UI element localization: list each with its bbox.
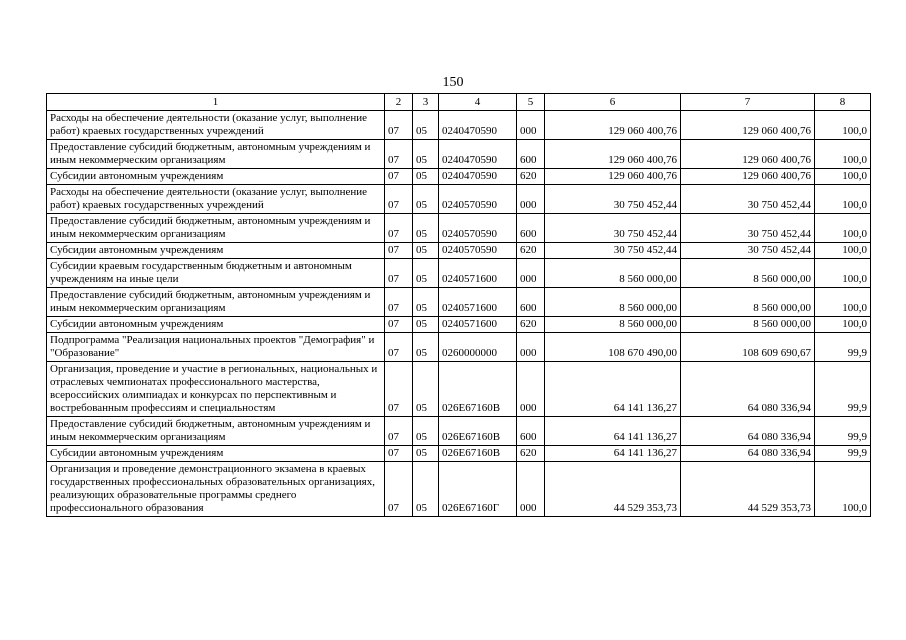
table-row: [47, 317, 871, 333]
table-row: [47, 288, 871, 317]
planned-amount: 8 560 000,00: [545, 317, 681, 333]
expense-type-code: 000: [517, 259, 545, 288]
subsection-code: 05: [413, 462, 439, 517]
planned-amount: 8 560 000,00: [545, 288, 681, 317]
target-article-code: 0240571600: [439, 317, 517, 333]
section-code: 07: [385, 288, 413, 317]
section-code: 07: [385, 417, 413, 446]
expense-type-code: 000: [517, 362, 545, 417]
row-description: Субсидии краевым государственным бюджетным и автономным учреждениям на иные цели: [47, 259, 385, 288]
subsection-code: 05: [413, 333, 439, 362]
row-description: Субсидии автономным учреждениям: [47, 317, 385, 333]
section-code: 07: [385, 446, 413, 462]
expense-type-code: 620: [517, 169, 545, 185]
expense-type-code: 620: [517, 446, 545, 462]
table-row: [47, 140, 871, 169]
row-description: Предоставление субсидий бюджетным, автономным учреждениям и иным некоммерческим организациям: [47, 140, 385, 169]
actual-amount: 30 750 452,44: [681, 185, 815, 214]
expense-type-code: 000: [517, 333, 545, 362]
target-article-code: 0240571600: [439, 288, 517, 317]
subsection-code: 05: [413, 214, 439, 243]
row-description: Расходы на обеспечение деятельности (оказание услуг, выполнение работ) краевых государственных учреждений: [47, 111, 385, 140]
column-header: 1: [47, 94, 385, 111]
table-row: [47, 111, 871, 140]
column-header: 2: [385, 94, 413, 111]
execution-percent: 99,9: [815, 446, 871, 462]
execution-percent: 99,9: [815, 362, 871, 417]
planned-amount: 129 060 400,76: [545, 140, 681, 169]
actual-amount: 30 750 452,44: [681, 214, 815, 243]
row-description: Предоставление субсидий бюджетным, автономным учреждениям и иным некоммерческим организациям: [47, 214, 385, 243]
subsection-code: 05: [413, 362, 439, 417]
row-description: Организация, проведение и участие в региональных, национальных и отраслевых чемпионатах профессионального мастерства, всероссийских олимпиадах и конкурсах по перспективным и востребованным профессиям и специальностям: [47, 362, 385, 417]
expense-type-code: 620: [517, 243, 545, 259]
execution-percent: 100,0: [815, 140, 871, 169]
execution-percent: 100,0: [815, 214, 871, 243]
execution-percent: 100,0: [815, 259, 871, 288]
target-article-code: 026E67160B: [439, 446, 517, 462]
expense-type-code: 000: [517, 111, 545, 140]
section-code: 07: [385, 214, 413, 243]
section-code: 07: [385, 185, 413, 214]
actual-amount: 64 080 336,94: [681, 446, 815, 462]
row-description: Подпрограмма "Реализация национальных проектов "Демография" и "Образование": [47, 333, 385, 362]
section-code: 07: [385, 169, 413, 185]
actual-amount: 129 060 400,76: [681, 140, 815, 169]
execution-percent: 99,9: [815, 333, 871, 362]
target-article-code: 0240470590: [439, 140, 517, 169]
section-code: 07: [385, 140, 413, 169]
row-description: Предоставление субсидий бюджетным, автономным учреждениям и иным некоммерческим организациям: [47, 417, 385, 446]
actual-amount: 44 529 353,73: [681, 462, 815, 517]
header-row: [47, 94, 871, 111]
target-article-code: 0240470590: [439, 111, 517, 140]
subsection-code: 05: [413, 446, 439, 462]
section-code: 07: [385, 333, 413, 362]
execution-percent: 100,0: [815, 462, 871, 517]
actual-amount: 8 560 000,00: [681, 288, 815, 317]
table-row: [47, 446, 871, 462]
actual-amount: 8 560 000,00: [681, 259, 815, 288]
planned-amount: 64 141 136,27: [545, 417, 681, 446]
expense-type-code: 600: [517, 417, 545, 446]
planned-amount: 30 750 452,44: [545, 243, 681, 259]
subsection-code: 05: [413, 140, 439, 169]
subsection-code: 05: [413, 288, 439, 317]
actual-amount: 108 609 690,67: [681, 333, 815, 362]
section-code: 07: [385, 362, 413, 417]
planned-amount: 64 141 136,27: [545, 362, 681, 417]
execution-percent: 100,0: [815, 185, 871, 214]
planned-amount: 64 141 136,27: [545, 446, 681, 462]
row-description: Предоставление субсидий бюджетным, автономным учреждениям и иным некоммерческим организациям: [47, 288, 385, 317]
subsection-code: 05: [413, 185, 439, 214]
expense-type-code: 600: [517, 288, 545, 317]
subsection-code: 05: [413, 169, 439, 185]
budget-table: [46, 93, 871, 517]
actual-amount: 129 060 400,76: [681, 111, 815, 140]
target-article-code: 026E67160B: [439, 362, 517, 417]
table-row: [47, 214, 871, 243]
expense-type-code: 600: [517, 214, 545, 243]
row-description: Субсидии автономным учреждениям: [47, 169, 385, 185]
subsection-code: 05: [413, 417, 439, 446]
planned-amount: 108 670 490,00: [545, 333, 681, 362]
column-header: 5: [517, 94, 545, 111]
column-header: 4: [439, 94, 517, 111]
actual-amount: 129 060 400,76: [681, 169, 815, 185]
target-article-code: 0240570590: [439, 243, 517, 259]
subsection-code: 05: [413, 259, 439, 288]
row-description: Субсидии автономным учреждениям: [47, 243, 385, 259]
execution-percent: 99,9: [815, 417, 871, 446]
planned-amount: 129 060 400,76: [545, 111, 681, 140]
target-article-code: 026E67160B: [439, 417, 517, 446]
section-code: 07: [385, 243, 413, 259]
section-code: 07: [385, 317, 413, 333]
column-header: 3: [413, 94, 439, 111]
target-article-code: 0240570590: [439, 185, 517, 214]
column-header: 7: [681, 94, 815, 111]
planned-amount: 129 060 400,76: [545, 169, 681, 185]
execution-percent: 100,0: [815, 169, 871, 185]
section-code: 07: [385, 111, 413, 140]
expense-type-code: 000: [517, 462, 545, 517]
expense-type-code: 620: [517, 317, 545, 333]
target-article-code: 0240570590: [439, 214, 517, 243]
table-row: [47, 169, 871, 185]
actual-amount: 64 080 336,94: [681, 417, 815, 446]
expense-type-code: 000: [517, 185, 545, 214]
section-code: 07: [385, 462, 413, 517]
target-article-code: 0240571600: [439, 259, 517, 288]
target-article-code: 0260000000: [439, 333, 517, 362]
subsection-code: 05: [413, 243, 439, 259]
planned-amount: 8 560 000,00: [545, 259, 681, 288]
planned-amount: 30 750 452,44: [545, 185, 681, 214]
execution-percent: 100,0: [815, 111, 871, 140]
subsection-code: 05: [413, 317, 439, 333]
row-description: Организация и проведение демонстрационного экзамена в краевых государственных профессиональных образовательных организациях, реализующих образовательные программы среднего профессионального образования: [47, 462, 385, 517]
page-number: 150: [442, 75, 464, 90]
column-header: 6: [545, 94, 681, 111]
execution-percent: 100,0: [815, 317, 871, 333]
table-row: [47, 462, 871, 517]
row-description: Расходы на обеспечение деятельности (оказание услуг, выполнение работ) краевых государственных учреждений: [47, 185, 385, 214]
table-row: [47, 333, 871, 362]
actual-amount: 30 750 452,44: [681, 243, 815, 259]
subsection-code: 05: [413, 111, 439, 140]
actual-amount: 64 080 336,94: [681, 362, 815, 417]
table-row: [47, 417, 871, 446]
expense-type-code: 600: [517, 140, 545, 169]
row-description: Субсидии автономным учреждениям: [47, 446, 385, 462]
table-row: [47, 259, 871, 288]
target-article-code: 0240470590: [439, 169, 517, 185]
planned-amount: 30 750 452,44: [545, 214, 681, 243]
table-row: [47, 362, 871, 417]
actual-amount: 8 560 000,00: [681, 317, 815, 333]
planned-amount: 44 529 353,73: [545, 462, 681, 517]
execution-percent: 100,0: [815, 243, 871, 259]
section-code: 07: [385, 259, 413, 288]
execution-percent: 100,0: [815, 288, 871, 317]
table-row: [47, 185, 871, 214]
target-article-code: 026E67160Г: [439, 462, 517, 517]
column-header: 8: [815, 94, 871, 111]
table-row: [47, 243, 871, 259]
